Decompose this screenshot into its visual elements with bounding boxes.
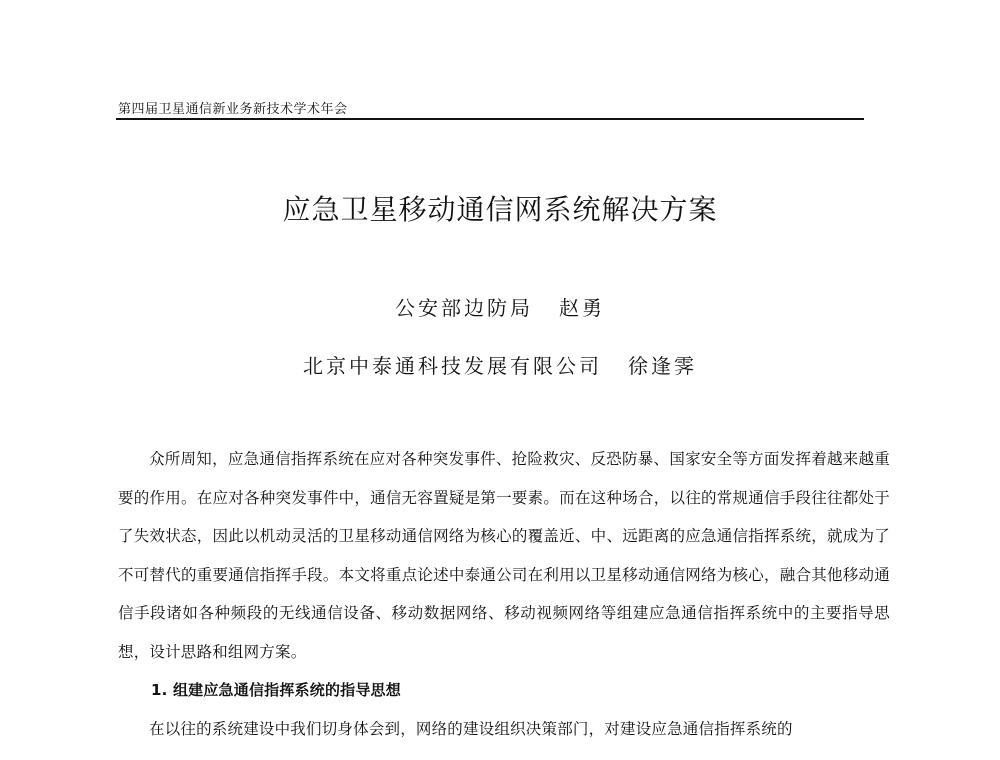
paper-body: [118, 440, 890, 748]
author-affiliation: 公安部边防局: [395, 296, 533, 320]
paper-title: 应急卫星移动通信网系统解决方案: [282, 193, 718, 226]
author-name: 徐逢霁: [628, 354, 697, 378]
author-line-2: [0, 350, 1000, 379]
author-name: 赵勇: [559, 296, 605, 320]
intro-paragraph: 众所周知，应急通信指挥系统在应对各种突发事件、抢险救灾、反恐防暴、国家安全等方面发挥着越来越重要的作用。在应对各种突发事件中，通信无容置疑是第一要素。而在这种场合，以往的常规通信手段往往都处于了失效状态，因此以机动灵活的卫星移动通信网络为核心的覆盖近、中、远距离的应急通信指挥系统，就成为了不可替代的重要通信指挥手段。本文将重点论述中泰通公司在利用以卫星移动通信网络为核心，融合其他移动通信手段诸如各种频段的无线通信设备、移动数据网络、移动视频网络等组建应急通信指挥系统中的主要指导思想，设计思路和组网方案。: [118, 450, 890, 661]
author-affiliation: 北京中泰通科技发展有限公司: [303, 354, 602, 378]
section-paragraph: 在以往的系统建设中我们切身体会到，网络的建设组织决策部门，对建设应急通信指挥系统的: [149, 719, 793, 738]
header-rule: [116, 118, 864, 120]
running-header: 第四届卫星通信新业务新技术学术年会: [118, 102, 348, 117]
section-heading: 1. 组建应急通信指挥系统的指导思想: [151, 681, 401, 699]
author-line-1: [0, 292, 1000, 321]
